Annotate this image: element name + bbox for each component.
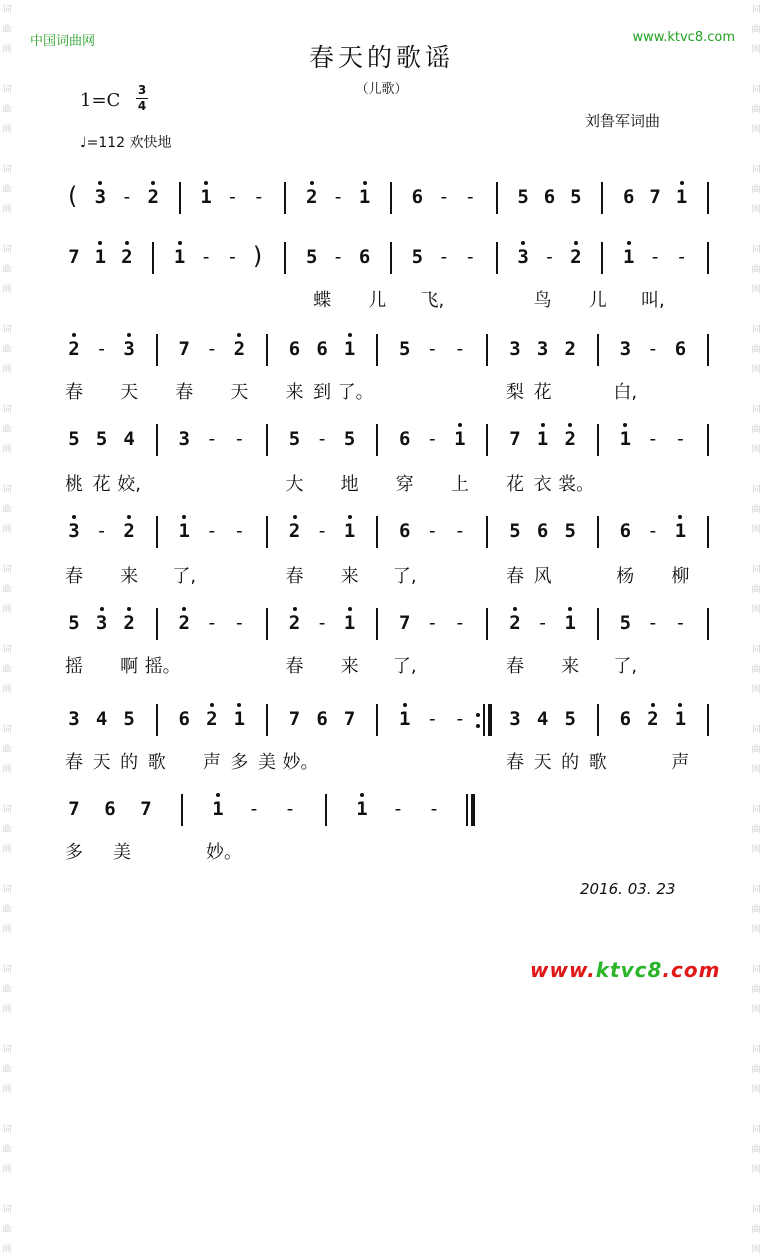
note: 2: [643, 708, 663, 730]
barline: [707, 608, 709, 640]
hold-dash: -: [316, 520, 328, 542]
notation-row: [0, 238, 763, 278]
barline: [156, 424, 158, 456]
final-barline: [466, 794, 476, 826]
barline: [179, 182, 181, 214]
lyric-syllable: 啊: [120, 656, 139, 677]
note: 5: [564, 708, 576, 730]
watermark-left: 词 曲 网 词 曲 网 词 曲 网 词 曲 网 词 曲 网 词 曲 网 词 曲 网 词 曲 网 词 曲 网 词 曲 网 词 曲 网 词 曲 网 词 曲 网 词 曲 网 词 曲 网 词 曲 网: [2, 5, 12, 1255]
lyric-syllable: 来: [285, 382, 304, 403]
note: 5: [95, 428, 108, 450]
site-url-right[interactable]: www.ktvc8.com: [632, 30, 735, 45]
note: 1: [208, 798, 228, 820]
lyric-syllable: 声: [671, 752, 690, 773]
barline: [390, 242, 392, 274]
note: 1: [90, 246, 110, 268]
lyric-syllable: 叫,: [640, 290, 665, 311]
hold-dash: -: [233, 612, 246, 634]
hold-dash: -: [332, 186, 344, 208]
barline: [597, 334, 599, 366]
barline: [707, 704, 709, 736]
barline: [376, 334, 378, 366]
note: 6: [399, 428, 411, 450]
hold-dash: -: [647, 520, 659, 542]
lyric-syllable: 桃: [65, 474, 83, 495]
note: 7: [178, 338, 190, 360]
hold-dash: -: [200, 246, 212, 268]
barline: [376, 424, 378, 456]
hold-dash: -: [248, 798, 260, 820]
note: 2: [566, 246, 586, 268]
note: 3: [536, 338, 549, 360]
barline: [486, 516, 488, 548]
barline: [156, 334, 158, 366]
barline: [181, 794, 183, 826]
hold-dash: -: [316, 428, 328, 450]
notation-row: [0, 512, 763, 552]
lyric-syllable: 多: [230, 752, 249, 773]
note: 7: [509, 428, 521, 450]
barline: [156, 516, 158, 548]
lyric-syllable: 天: [92, 752, 111, 773]
lyric-syllable: 来: [561, 656, 580, 677]
note: 5: [399, 338, 411, 360]
barline: [284, 242, 286, 274]
lyric-syllable: 春: [285, 656, 304, 677]
note: 5: [123, 708, 135, 730]
note: 3: [64, 520, 84, 542]
note: 4: [536, 708, 549, 730]
lyric-syllable: 花: [92, 474, 111, 495]
notation-row: [0, 790, 763, 830]
note: 2: [564, 338, 576, 360]
lyric-syllable: 梨: [506, 382, 525, 403]
lyric-syllable: 姣,: [117, 474, 141, 495]
barline: [486, 608, 488, 640]
note: 1: [619, 246, 639, 268]
hold-dash: -: [233, 520, 246, 542]
note: 2: [560, 428, 580, 450]
lyric-syllable: 的: [120, 752, 139, 773]
note: 3: [513, 246, 533, 268]
note: 1: [615, 428, 635, 450]
tempo-marking: ♩=112 欢快地: [80, 135, 172, 151]
note: 4: [123, 428, 135, 450]
hold-dash: -: [454, 612, 466, 634]
barline: [376, 516, 378, 548]
note: 6: [543, 186, 556, 208]
hold-dash: -: [428, 798, 440, 820]
lyric-syllable: 衣: [533, 474, 552, 495]
barline: [376, 704, 378, 736]
lyric-row: [0, 652, 763, 680]
barline: [156, 608, 158, 640]
lyric-syllable: 了,: [392, 656, 417, 677]
note: 3: [178, 428, 190, 450]
barline: [156, 704, 158, 736]
note: 3: [68, 708, 80, 730]
note: 1: [670, 708, 690, 730]
note: 2: [285, 612, 305, 634]
date-stamp: 2016. 03. 23: [580, 880, 676, 898]
hold-dash: -: [438, 186, 450, 208]
note: 4: [95, 708, 108, 730]
note: 6: [288, 338, 301, 360]
notation-row: [0, 420, 763, 460]
note: 7: [343, 708, 356, 730]
barline: [597, 516, 599, 548]
lyric-syllable: 妙。: [282, 752, 319, 773]
note: 1: [170, 246, 190, 268]
lyric-syllable: 天: [230, 382, 249, 403]
note: 2: [119, 612, 139, 634]
barline: [601, 242, 603, 274]
hold-dash: -: [543, 246, 556, 268]
lyric-syllable: 花: [506, 474, 525, 495]
watermark-right: 词 曲 网 词 曲 网 词 曲 网 词 曲 网 词 曲 网 词 曲 网 词 曲 网 词 曲 网 词 曲 网 词 曲 网 词 曲 网 词 曲 网 词 曲 网 词 曲 网 词 曲 网 词 曲 网: [751, 5, 761, 1255]
lyric-syllable: 春: [65, 382, 83, 403]
lyric-syllable: 摇。: [144, 656, 181, 677]
barline: [376, 608, 378, 640]
note: 1: [670, 520, 690, 542]
note: 6: [536, 520, 549, 542]
lyric-syllable: 儿: [588, 290, 607, 311]
barline: [597, 424, 599, 456]
hold-dash: -: [649, 246, 661, 268]
note: 6: [316, 708, 328, 730]
barline: [707, 516, 709, 548]
lyric-syllable: 杨: [616, 566, 635, 587]
hold-dash: -: [95, 520, 108, 542]
note: 1: [560, 612, 580, 634]
note: 1: [174, 520, 194, 542]
hold-dash: -: [675, 246, 688, 268]
hold-dash: -: [464, 246, 476, 268]
hold-dash: -: [438, 246, 450, 268]
note: 1: [395, 708, 415, 730]
hold-dash: -: [426, 520, 439, 542]
lyric-syllable: 了,: [392, 566, 417, 587]
note: 6: [316, 338, 328, 360]
note: 6: [619, 708, 632, 730]
note: 5: [509, 520, 521, 542]
note: 2: [143, 186, 163, 208]
lyric-syllable: 了,: [172, 566, 197, 587]
lyric-syllable: 风: [533, 566, 552, 587]
lyric-syllable: 鸟: [533, 290, 552, 311]
note: 5: [411, 246, 424, 268]
lyric-syllable: 来: [340, 566, 359, 587]
hold-dash: -: [426, 708, 439, 730]
lyric-syllable: 花: [533, 382, 552, 403]
notation-row: [0, 700, 763, 740]
lyric-syllable: 来: [340, 656, 359, 677]
site-name-left[interactable]: 中国词曲网: [30, 34, 96, 49]
lyric-syllable: 裳。: [558, 474, 595, 495]
note: 1: [340, 520, 360, 542]
key-signature: 1=C: [80, 90, 121, 111]
lyric-syllable: 春: [285, 566, 304, 587]
barline: [266, 608, 268, 640]
lyric-syllable: 春: [506, 656, 525, 677]
note: 6: [104, 798, 116, 820]
barline: [486, 424, 488, 456]
lyric-syllable: 春: [65, 752, 83, 773]
note: 5: [570, 186, 582, 208]
hold-dash: -: [206, 612, 218, 634]
barline: [496, 182, 498, 214]
barline: [597, 704, 599, 736]
hold-dash: -: [253, 186, 265, 208]
note: 1: [196, 186, 216, 208]
barline: [266, 334, 268, 366]
note: 7: [68, 246, 80, 268]
barline: [266, 424, 268, 456]
note: 1: [533, 428, 553, 450]
hold-dash: -: [95, 338, 108, 360]
note: 3: [90, 186, 110, 208]
note: 1: [672, 186, 692, 208]
hold-dash: -: [332, 246, 344, 268]
hold-dash: -: [392, 798, 404, 820]
composer-credit: 刘鲁军词曲: [585, 112, 661, 130]
note: 6: [674, 338, 687, 360]
lyric-syllable: 了,: [613, 656, 638, 677]
note: 1: [340, 338, 360, 360]
note: 7: [288, 708, 301, 730]
lyric-syllable: 春: [506, 752, 525, 773]
barline: [707, 334, 709, 366]
notation-row: [0, 178, 763, 218]
barline: [597, 608, 599, 640]
note: 7: [649, 186, 661, 208]
lyric-syllable: 飞,: [420, 290, 445, 311]
lyric-syllable: 春: [65, 566, 83, 587]
note: 1: [450, 428, 470, 450]
lyric-syllable: 了。: [337, 382, 374, 403]
hold-dash: -: [284, 798, 296, 820]
hold-dash: -: [647, 428, 659, 450]
lyric-syllable: 天: [120, 382, 139, 403]
meter-bottom: 4: [137, 99, 147, 113]
lyric-row: [0, 838, 763, 866]
note: 7: [68, 798, 80, 820]
note: 6: [358, 246, 371, 268]
lyric-syllable: 美: [113, 842, 131, 863]
note: 3: [509, 338, 521, 360]
lyric-syllable: 地: [340, 474, 359, 495]
note: 5: [306, 246, 318, 268]
barline: [152, 242, 154, 274]
hold-dash: -: [233, 428, 246, 450]
lyric-syllable: 摇: [65, 656, 83, 677]
note: 5: [68, 428, 80, 450]
barline: [325, 794, 327, 826]
hold-dash: -: [226, 186, 239, 208]
lyric-row: [0, 470, 763, 498]
lyric-syllable: 白,: [613, 382, 638, 403]
note: 2: [64, 338, 84, 360]
note: 5: [517, 186, 529, 208]
parenthesis: ): [252, 242, 263, 270]
hold-dash: -: [206, 338, 218, 360]
parenthesis: (: [68, 182, 78, 210]
note: 6: [178, 708, 190, 730]
barline: [390, 182, 392, 214]
hold-dash: -: [674, 428, 687, 450]
note: 1: [229, 708, 249, 730]
lyric-syllable: 歌: [147, 752, 166, 773]
hold-dash: -: [426, 338, 439, 360]
note: 7: [140, 798, 152, 820]
hold-dash: -: [454, 520, 466, 542]
lyric-syllable: 穿: [395, 474, 414, 495]
note: 2: [285, 520, 305, 542]
note: 3: [119, 338, 139, 360]
footer-url[interactable]: [530, 958, 720, 982]
barline: [284, 182, 286, 214]
lyric-syllable: 儿: [368, 290, 387, 311]
note: 7: [399, 612, 411, 634]
barline: [496, 242, 498, 274]
hold-dash: -: [454, 708, 466, 730]
lyric-syllable: 歌: [588, 752, 607, 773]
barline: [707, 424, 709, 456]
note: 2: [505, 612, 525, 634]
note: 5: [619, 612, 632, 634]
lyric-syllable: 的: [561, 752, 580, 773]
notation-row: [0, 330, 763, 370]
meter-top: 3: [137, 83, 147, 97]
barline: [266, 704, 268, 736]
notation-row: [0, 604, 763, 644]
song-subtitle: （儿歌）: [355, 82, 408, 97]
barline: [707, 182, 709, 214]
lyric-syllable: 美: [257, 752, 276, 773]
note: 1: [340, 612, 360, 634]
lyric-row: [0, 286, 763, 314]
hold-dash: -: [121, 186, 133, 208]
note: 5: [68, 612, 80, 634]
lyric-row: [0, 378, 763, 406]
note: 3: [92, 612, 112, 634]
hold-dash: -: [426, 612, 439, 634]
lyric-row: [0, 562, 763, 590]
barline: [266, 516, 268, 548]
hold-dash: -: [426, 428, 439, 450]
note: 6: [619, 520, 632, 542]
hold-dash: -: [464, 186, 476, 208]
note: 6: [399, 520, 411, 542]
lyric-syllable: 上: [450, 474, 469, 495]
footer-url-suffix: .com: [662, 958, 721, 982]
lyric-syllable: 天: [533, 752, 552, 773]
lyric-syllable: 多: [65, 842, 83, 863]
footer-url-prefix: www.: [530, 958, 596, 982]
hold-dash: -: [226, 246, 239, 268]
note: 2: [202, 708, 222, 730]
note: 2: [174, 612, 194, 634]
hold-dash: -: [206, 520, 218, 542]
song-title: 春天的歌谣: [308, 43, 454, 72]
note: 5: [288, 428, 301, 450]
note: 2: [229, 338, 249, 360]
note: 6: [411, 186, 424, 208]
note: 3: [619, 338, 632, 360]
barline: [707, 242, 709, 274]
time-signature: [136, 84, 148, 113]
lyric-syllable: 春: [175, 382, 194, 403]
lyric-syllable: 柳: [671, 566, 690, 587]
footer-url-brand: ktvc8: [595, 958, 663, 982]
lyric-syllable: 到: [313, 382, 332, 403]
hold-dash: -: [454, 338, 466, 360]
hold-dash: -: [647, 612, 659, 634]
repeat-barline: [483, 704, 493, 736]
hold-dash: -: [647, 338, 659, 360]
lyric-syllable: 声: [202, 752, 221, 773]
note: 5: [343, 428, 356, 450]
lyric-syllable: 蝶: [313, 290, 332, 311]
hold-dash: -: [206, 428, 218, 450]
hold-dash: -: [316, 612, 328, 634]
lyric-syllable: 大: [285, 474, 304, 495]
note: 2: [117, 246, 137, 268]
note: 2: [302, 186, 322, 208]
lyric-syllable: 来: [120, 566, 139, 587]
note: 1: [355, 186, 375, 208]
lyric-syllable: 春: [506, 566, 525, 587]
note: 5: [564, 520, 576, 542]
note: 6: [623, 186, 635, 208]
note: 2: [119, 520, 139, 542]
lyric-row: [0, 748, 763, 776]
note: 3: [509, 708, 521, 730]
lyric-syllable: 妙。: [206, 842, 242, 863]
barline: [601, 182, 603, 214]
hold-dash: -: [536, 612, 549, 634]
note: 1: [352, 798, 372, 820]
barline: [486, 334, 488, 366]
hold-dash: -: [674, 612, 687, 634]
